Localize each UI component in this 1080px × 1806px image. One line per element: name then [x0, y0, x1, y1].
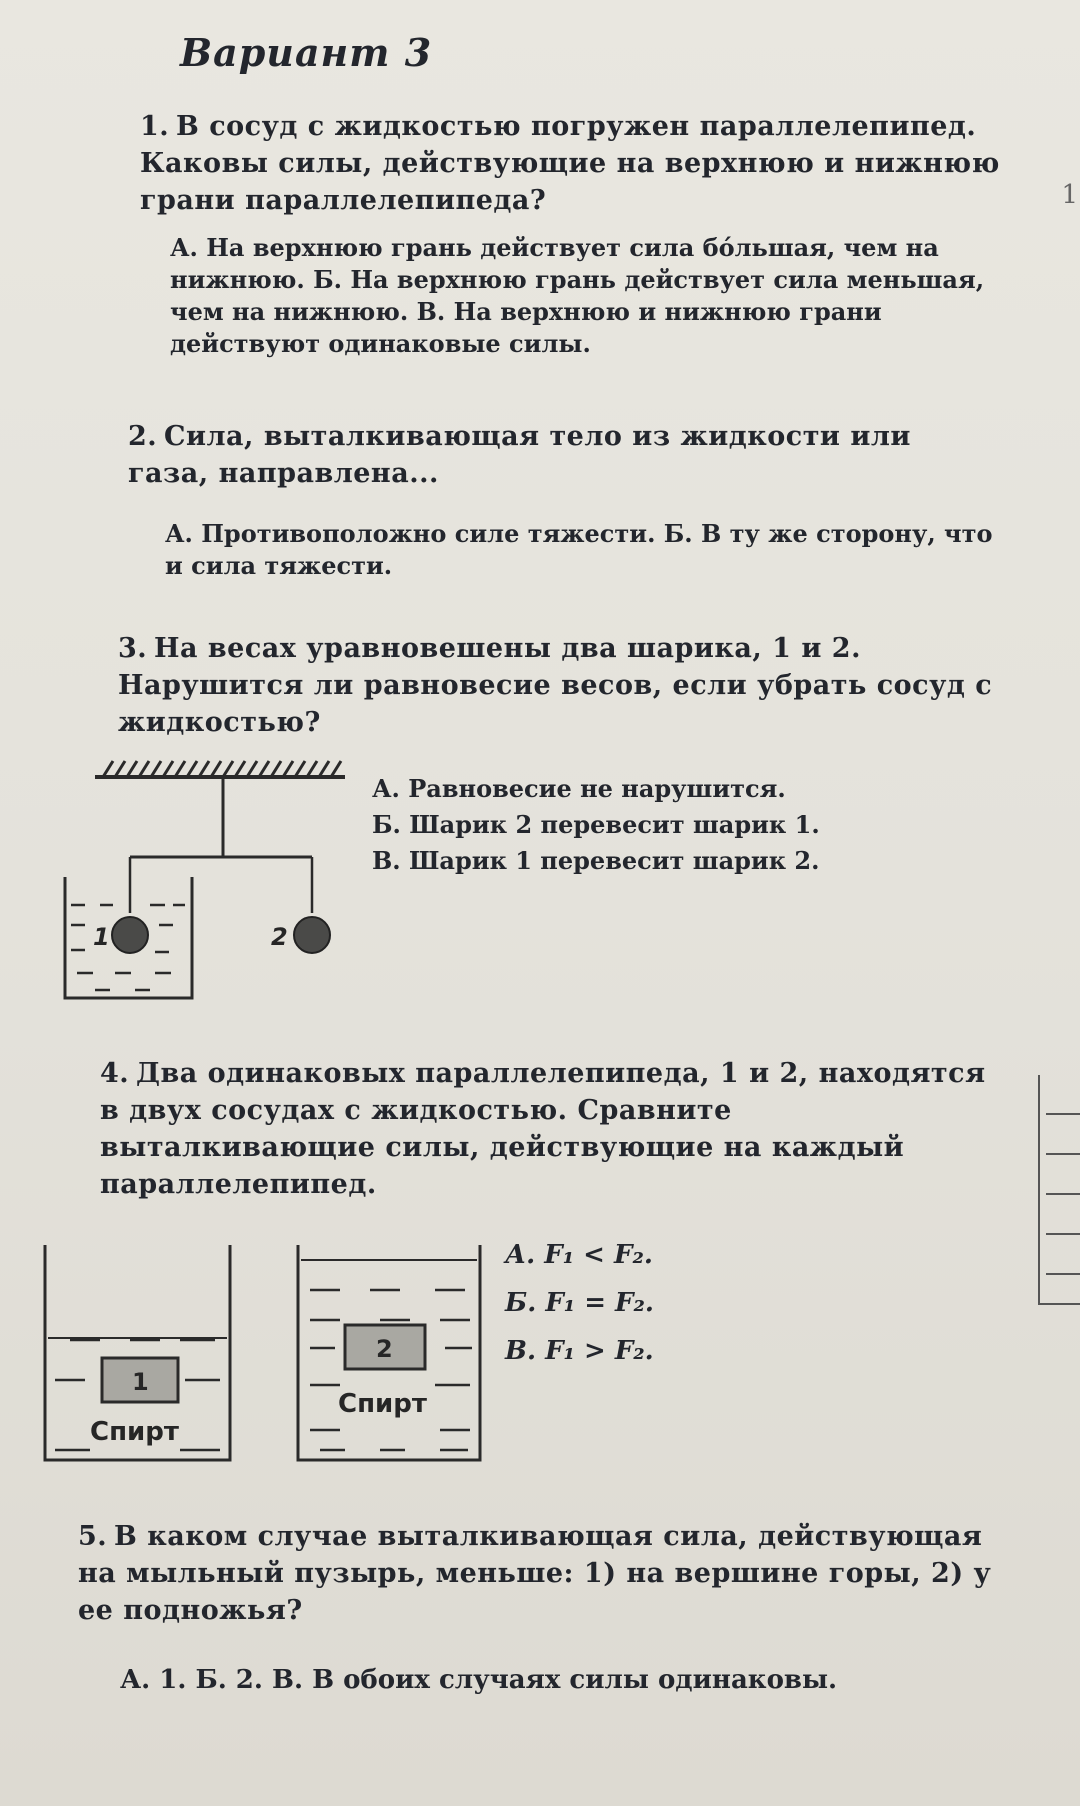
- question-2-text: Сила, выталкивающая тело из жидкости или газа, направлена...: [128, 421, 911, 489]
- question-5-answers: А. 1. Б. 2. В. В обоих случаях силы одинаковы.: [120, 1665, 838, 1695]
- question-2-answers: А. Противоположно силе тяжести. Б. В ту же сторону, что и сила тяжести.: [165, 519, 993, 580]
- question-1: 1. В сосуд с жидкостью погружен параллелепипед. Каковы силы, действующие на верхнюю и нижнюю грани параллелепипеда?: [140, 111, 1000, 216]
- ceiling-hatching: [103, 761, 341, 777]
- question-3: 3. На весах уравновешены два шарика, 1 и 2. Нарушится ли равновесие весов, если убрать сосуд с жидкостью?: [118, 633, 993, 738]
- balance-scale-figure: [55, 765, 365, 1005]
- block-2-label: 2: [376, 1335, 393, 1363]
- question-2: 2. Сила, выталкивающая тело из жидкости или газа, направлена...: [128, 421, 911, 489]
- adjacent-page-edge: 1: [1061, 180, 1078, 210]
- ball-1-label: 1: [93, 923, 110, 951]
- block-1-label: 1: [132, 1368, 149, 1396]
- question-4-answer-a: А. F₁ < F₂.: [505, 1240, 653, 1270]
- question-3-answer-b: Б. Шарик 2 перевесит шарик 1.: [372, 810, 820, 839]
- ball-2: [294, 917, 330, 953]
- question-4-answer-b: Б. F₁ = F₂.: [505, 1288, 654, 1318]
- question-4-answer-c: В. F₁ > F₂.: [505, 1336, 654, 1366]
- question-3-text: На весах уравновешены два шарика, 1 и 2. Нарушится ли равновесие весов, если убрать сосуд с жидкостью?: [118, 633, 993, 738]
- two-vessels-figure: [40, 1240, 490, 1465]
- question-1-text: В сосуд с жидкостью погружен параллелепипед. Каковы силы, действующие на верхнюю и нижнюю грани параллелепипеда?: [140, 111, 1000, 216]
- variant-title: Вариант 3: [180, 30, 433, 75]
- question-5: 5. В каком случае выталкивающая сила, действующая на мыльный пузырь, меньше: 1) на вершине горы, 2) у ее подножья?: [78, 1521, 992, 1626]
- vessel-1-liquid-label: Спирт: [90, 1417, 179, 1447]
- vessel-2-liquid-label: Спирт: [338, 1389, 427, 1419]
- question-1-answers: А. На верхнюю грань действует сила бóльшая, чем на нижнюю. Б. На верхнюю грань действует сила меньшая, чем на нижнюю. В. На верхнюю и нижнюю грани действуют одинаковые силы.: [170, 233, 985, 358]
- question-4-text: Два одинаковых параллелепипеда, 1 и 2, находятся в двух сосудах с жидкостью. Сравните выталкивающие силы, действующие на каждый параллелепипед.: [100, 1058, 986, 1200]
- adjacent-page-figure: [1038, 1075, 1080, 1305]
- question-3-answer-a: А. Равновесие не нарушится.: [372, 774, 786, 803]
- question-5-text: В каком случае выталкивающая сила, действующая на мыльный пузырь, меньше: 1) на вершине горы, 2) у ее подножья?: [78, 1521, 992, 1626]
- question-3-answer-c: В. Шарик 1 перевесит шарик 2.: [372, 846, 820, 875]
- ball-1: [112, 917, 148, 953]
- ball-2-label: 2: [271, 923, 288, 951]
- question-4: 4. Два одинаковых параллелепипеда, 1 и 2, находятся в двух сосудах с жидкостью. Сравните выталкивающие силы, действующие на каждый параллелепипед.: [100, 1058, 986, 1200]
